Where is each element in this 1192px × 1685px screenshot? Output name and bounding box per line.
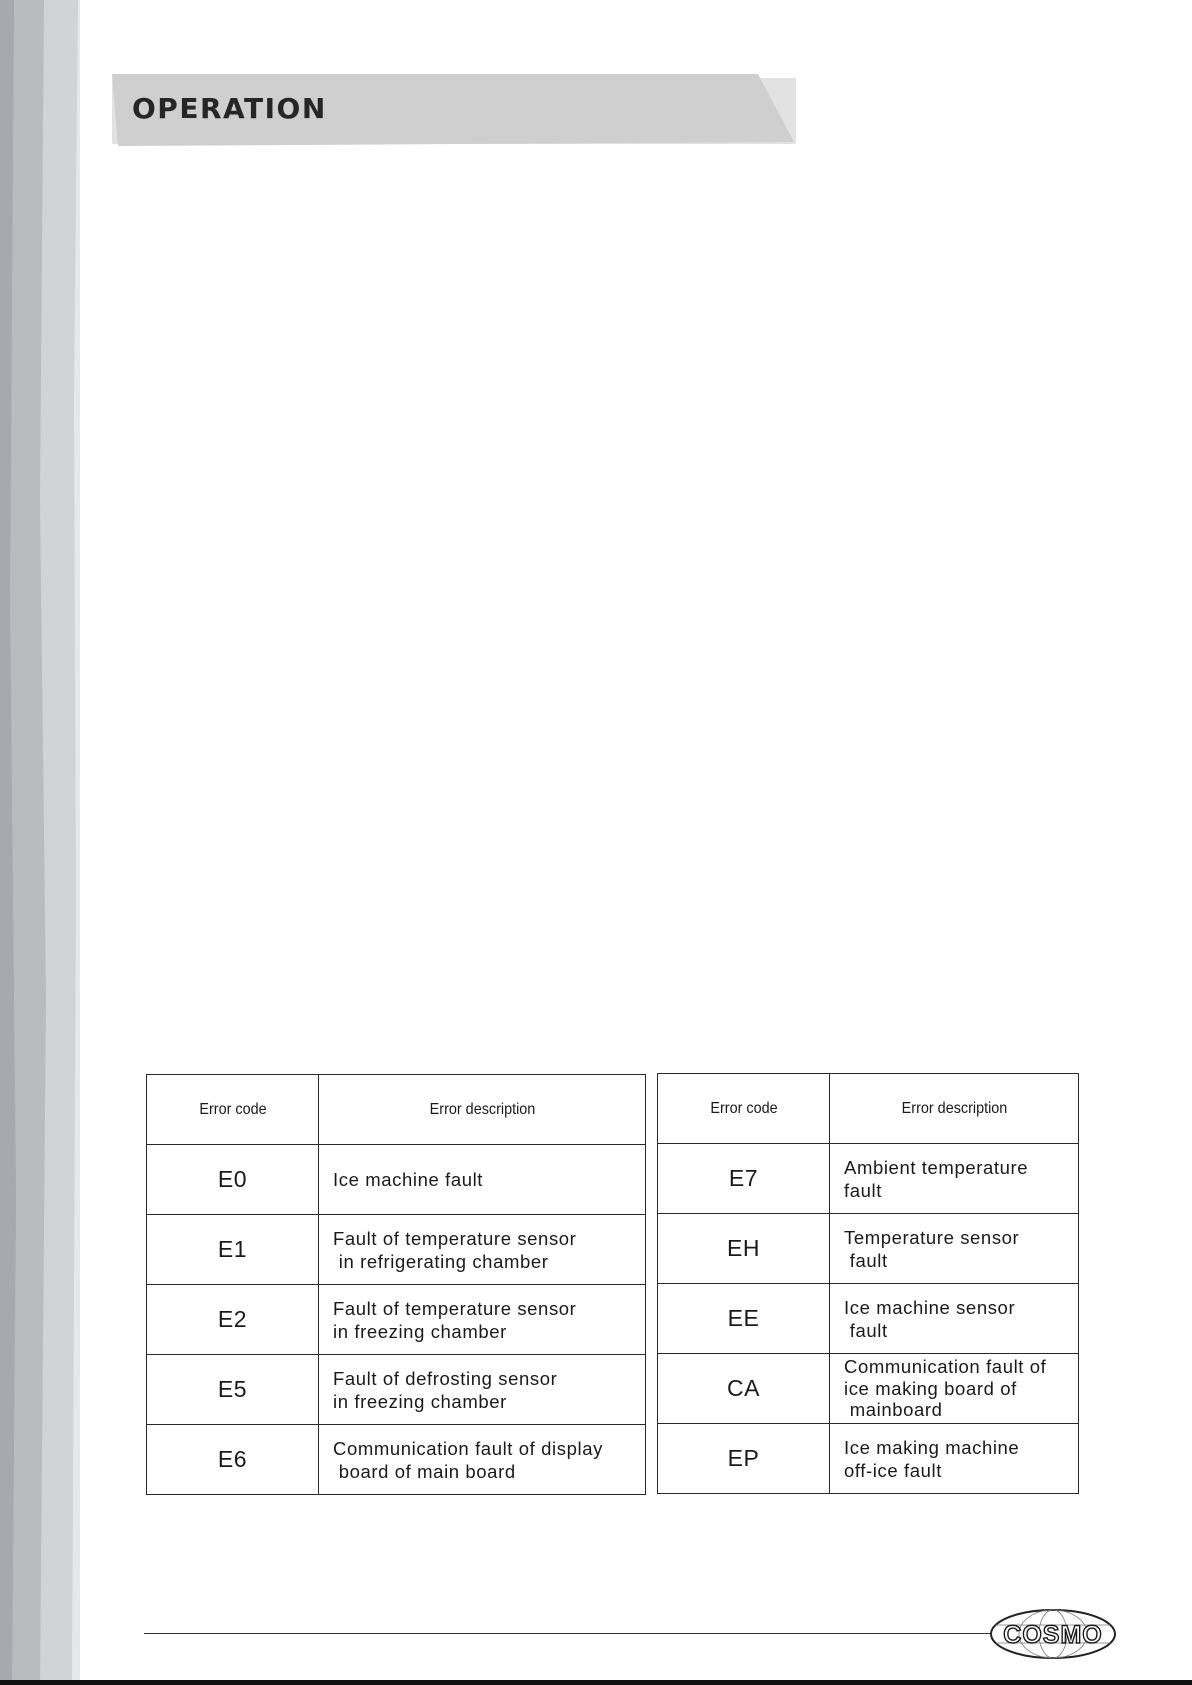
page-title: OPERATION	[132, 92, 327, 125]
error-code-table-left	[146, 1074, 646, 1495]
error-code-cell: E5	[147, 1355, 319, 1425]
error-description-cell	[830, 1144, 1079, 1214]
table-header-row	[658, 1074, 1079, 1144]
error-code-cell: E7	[658, 1144, 830, 1214]
description-line: Fault of temperature sensor	[333, 1297, 577, 1319]
description-line: in refrigerating chamber	[333, 1250, 549, 1272]
description-line: fault	[844, 1319, 888, 1341]
table-row	[147, 1215, 646, 1285]
error-code-cell: E6	[147, 1425, 319, 1495]
description-line: board of main board	[333, 1460, 516, 1482]
error-code-cell: CA	[658, 1354, 830, 1424]
description-line: in freezing chamber	[333, 1390, 507, 1412]
error-description-cell	[319, 1425, 646, 1495]
error-description-cell	[830, 1284, 1079, 1354]
error-code-cell: EH	[658, 1214, 830, 1284]
cosmo-logo	[988, 1607, 1118, 1661]
description-line: in freezing chamber	[333, 1320, 507, 1342]
table-row	[658, 1214, 1079, 1284]
error-description-cell	[319, 1285, 646, 1355]
table-row	[658, 1424, 1079, 1494]
description-line: Ice making machine	[844, 1436, 1020, 1458]
bottom-edge	[0, 1680, 1192, 1685]
description-line: Ice machine sensor	[844, 1296, 1016, 1318]
column-header-error-code: Error code	[666, 1074, 821, 1144]
footer-divider	[144, 1633, 994, 1634]
description-line: Fault of defrosting sensor	[333, 1367, 558, 1389]
description-line: Ice machine fault	[333, 1169, 484, 1190]
column-header-error-description: Error description	[335, 1075, 629, 1145]
description-line: Fault of temperature sensor	[333, 1227, 577, 1249]
error-description-cell	[319, 1355, 646, 1425]
error-code-cell: E2	[147, 1285, 319, 1355]
error-code-cell: E0	[147, 1145, 319, 1215]
table-row	[658, 1354, 1079, 1424]
error-description-cell	[319, 1215, 646, 1285]
table-row	[147, 1355, 646, 1425]
side-decoration-strip	[0, 0, 80, 1685]
description-line: fault	[844, 1179, 882, 1201]
error-code-cell: E1	[147, 1215, 319, 1285]
description-line: mainboard	[844, 1399, 943, 1421]
error-code-cell: EP	[658, 1424, 830, 1494]
description-line: Communication fault of display	[333, 1437, 603, 1459]
error-code-table-right	[657, 1073, 1079, 1494]
table-row	[147, 1145, 646, 1215]
error-description-cell	[830, 1354, 1079, 1424]
table-row	[658, 1144, 1079, 1214]
description-line: Communication fault of	[844, 1356, 1047, 1378]
error-description-cell	[830, 1424, 1079, 1494]
description-line: Ambient temperature	[844, 1156, 1029, 1178]
column-header-error-code: Error code	[155, 1075, 310, 1145]
description-line: fault	[844, 1249, 888, 1271]
description-line: off-ice fault	[844, 1459, 942, 1481]
description-line: ice making board of	[844, 1377, 1017, 1399]
table-row	[147, 1425, 646, 1495]
column-header-error-description: Error description	[842, 1074, 1066, 1144]
table-row	[658, 1284, 1079, 1354]
error-description-cell	[830, 1214, 1079, 1284]
error-code-cell: EE	[658, 1284, 830, 1354]
logo-text: COSMO	[1003, 1621, 1103, 1649]
error-description-cell	[319, 1145, 646, 1215]
description-line: Temperature sensor	[844, 1226, 1020, 1248]
table-row	[147, 1285, 646, 1355]
table-header-row	[147, 1075, 646, 1145]
